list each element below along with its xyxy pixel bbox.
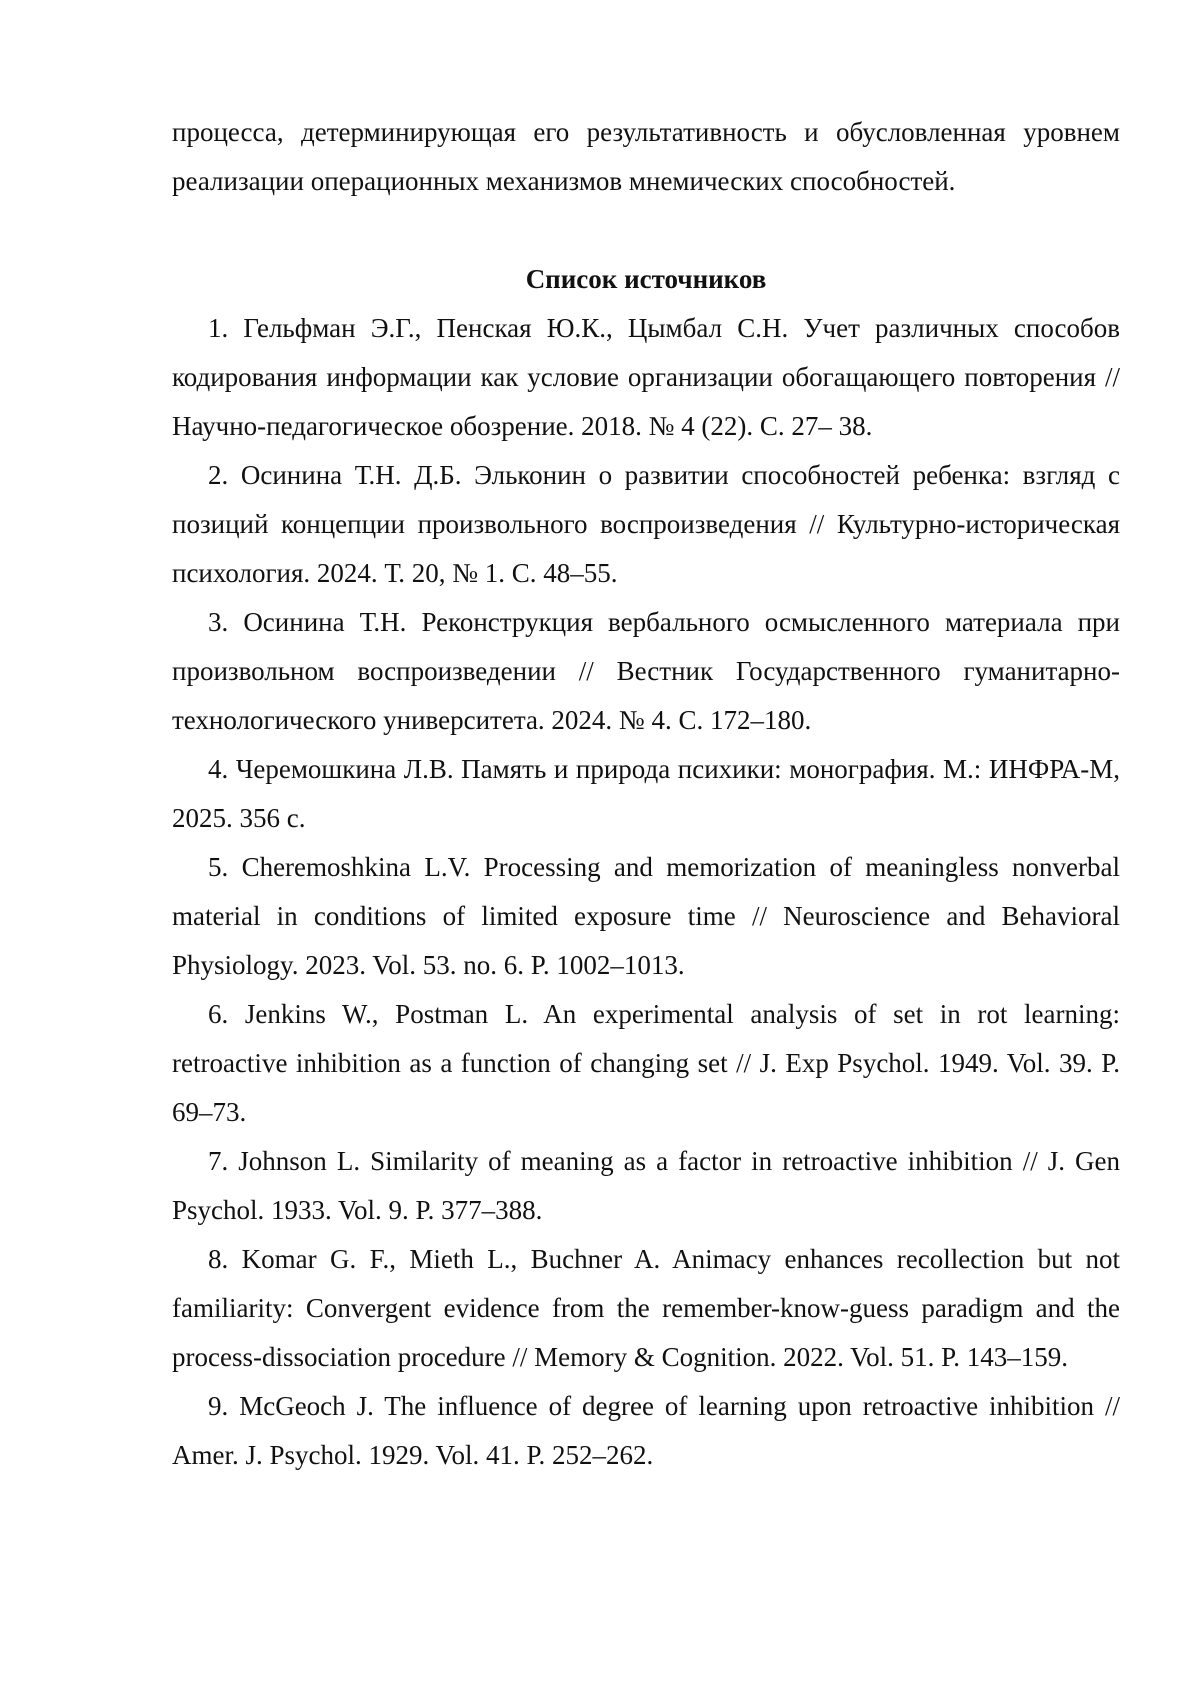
reference-item (172, 304, 1120, 451)
reference-number: 1. (208, 313, 228, 343)
reference-item (172, 990, 1120, 1137)
reference-number: 9. (208, 1391, 228, 1421)
reference-item (172, 745, 1120, 843)
reference-text: Гельфман Э.Г., Пенская Ю.К., Цымбал С.Н. Учет различных способов кодирования информации как условие организации обогащающего повторения // Научно-педагогическое обозрение. 2018. № 4 (22). С. 27– 38. (172, 313, 1120, 441)
reference-number: 7. (208, 1146, 228, 1176)
reference-text: Jenkins W., Postman L. An experimental analysis of set in rot learning: retroactive inhibition as a function of changing set // J. Exp Psychol. 1949. Vol. 39. P. 69–73. (172, 999, 1120, 1127)
intro-paragraph: процесса, детерминирующая его результативность и обусловленная уровнем реализации операционных механизмов мнемических способностей. (172, 108, 1120, 206)
reference-number: 2. (208, 460, 228, 490)
reference-item (172, 1235, 1120, 1382)
reference-item (172, 843, 1120, 990)
reference-number: 4. (208, 754, 228, 784)
document-page (0, 0, 1200, 1697)
reference-number: 3. (208, 607, 228, 637)
reference-item (172, 1137, 1120, 1235)
reference-item (172, 1382, 1120, 1480)
reference-text: Johnson L. Similarity of meaning as a factor in retroactive inhibition // J. Gen Psychol. 1933. Vol. 9. P. 377–388. (172, 1146, 1120, 1225)
reference-number: 8. (208, 1244, 228, 1274)
reference-text: Cheremoshkina L.V. Processing and memorization of meaningless nonverbal material in conditions of limited exposure time // Neuroscience and Behavioral Physiology. 2023. Vol. 53. no. 6. P. 1002–1013. (172, 852, 1120, 980)
reference-item (172, 598, 1120, 745)
reference-item (172, 451, 1120, 598)
reference-text: Осинина Т.Н. Реконструкция вербального осмысленного материала при произвольном воспроизведении // Вестник Государственного гуманитарно-технологического университета. 2024. № 4. С. 172–180. (172, 607, 1120, 735)
reference-text: McGeoch J. The influence of degree of learning upon retroactive inhibition // Amer. J. Psychol. 1929. Vol. 41. P. 252–262. (172, 1391, 1120, 1470)
references-list (172, 304, 1120, 1480)
reference-text: Komar G. F., Mieth L., Buchner A. Animacy enhances recollection but not familiarity: Convergent evidence from the remember-know-guess paradigm and the process-dissociation procedure // Memory & Cognition. 2022. Vol. 51. P. 143–159. (172, 1244, 1120, 1372)
reference-number: 5. (208, 852, 228, 882)
reference-number: 6. (208, 999, 228, 1029)
reference-text: Черемошкина Л.В. Память и природа психики: монография. М.: ИНФРА-М, 2025. 356 с. (172, 754, 1120, 833)
references-heading: Список источников (172, 255, 1120, 304)
page-content (172, 108, 1120, 1480)
reference-text: Осинина Т.Н. Д.Б. Эльконин о развитии способностей ребенка: взгляд с позиций концепции произвольного воспроизведения // Культурно-историческая психология. 2024. Т. 20, № 1. С. 48–55. (172, 460, 1120, 588)
